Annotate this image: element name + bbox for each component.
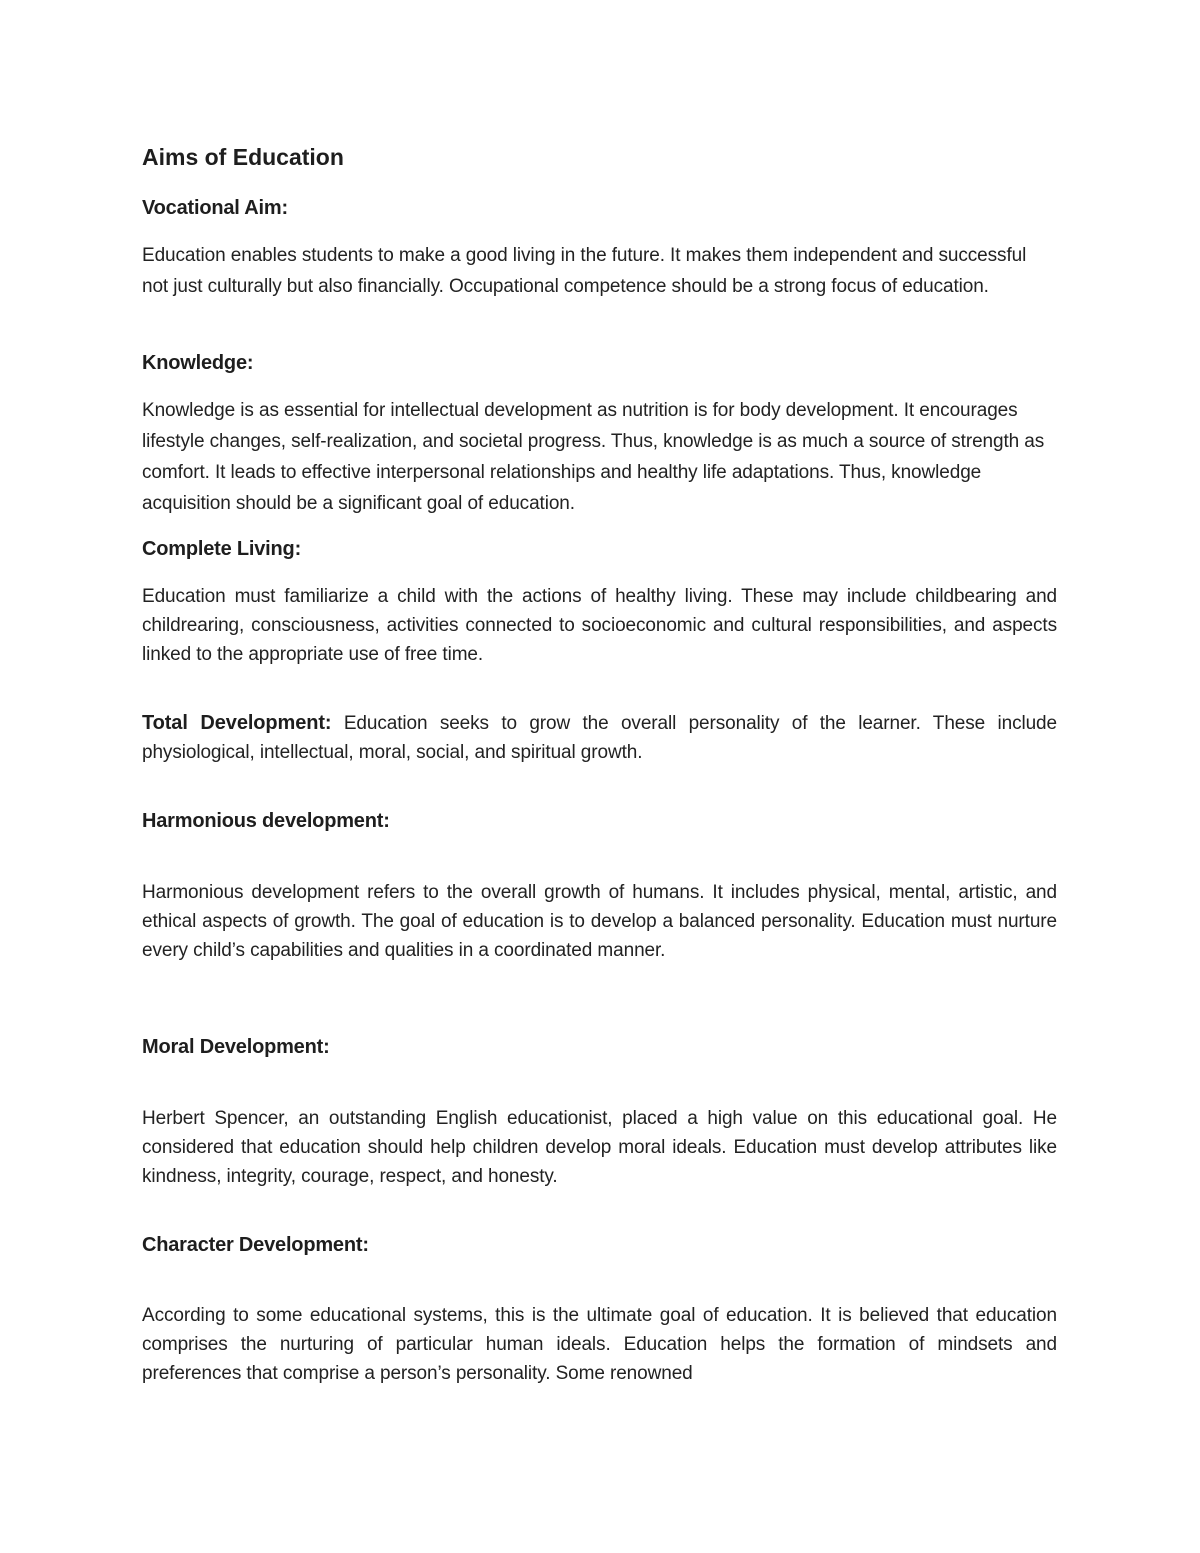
paragraph-moral-development: Herbert Spencer, an outstanding English educationist, placed a high value on this educational goal. He considered that education should help children develop moral ideals. Education must develop attributes like kindness, integrity, courage, respect, and honesty. bbox=[142, 1108, 1057, 1187]
document-page bbox=[142, 0, 1057, 1553]
paragraph-knowledge: Knowledge is as essential for intellectual development as nutrition is for body development. It encourages lifestyle changes, self-realization, and societal progress. Thus, knowledge is as much a source of strength as comfort. It leads to effective interpersonal relationships and healthy life adaptations. Thus, knowledge acquisition should be a significant goal of education. bbox=[142, 400, 1045, 514]
paragraph-harmonious-development: Harmonious development refers to the overall growth of humans. It includes physical, mental, artistic, and ethical aspects of growth. The goal of education is to develop a balanced personality. Education must nurture every child’s capabilities and qualities in a coordinated manner. bbox=[142, 882, 1057, 961]
heading-character-development: Character Development: bbox=[142, 1234, 369, 1256]
heading-vocational-aim: Vocational Aim: bbox=[142, 197, 288, 219]
paragraph-vocational-aim: Education enables students to make a good living in the future. It makes them independent and successful not just culturally but also financially. Occupational competence should be a strong focus of education. bbox=[142, 245, 1027, 297]
heading-harmonious-development: Harmonious development: bbox=[142, 810, 390, 832]
heading-total-development: Total Development: bbox=[142, 712, 332, 734]
paragraph-complete-living: Education must familiarize a child with the actions of healthy living. These may include childbearing and childrearing, consciousness, activities connected to socioeconomic and cultural responsibilities, and aspects linked to the appropriate use of free time. bbox=[142, 586, 1057, 665]
paragraph-character-development: According to some educational systems, this is the ultimate goal of education. It is believed that education comprises the nurturing of particular human ideals. Education helps the formation of mindsets and preferences that comprise a person’s personality. Some renowned bbox=[142, 1305, 1057, 1384]
paragraph-total-development bbox=[142, 709, 1057, 767]
heading-moral-development: Moral Development: bbox=[142, 1036, 330, 1058]
total-development-text: Education seeks to grow the overall personality of the learner. These include physiological, intellectual, moral, social, and spiritual growth. bbox=[142, 713, 1057, 763]
heading-knowledge: Knowledge: bbox=[142, 352, 254, 374]
heading-complete-living: Complete Living: bbox=[142, 538, 302, 560]
document-title: Aims of Education bbox=[142, 144, 344, 170]
